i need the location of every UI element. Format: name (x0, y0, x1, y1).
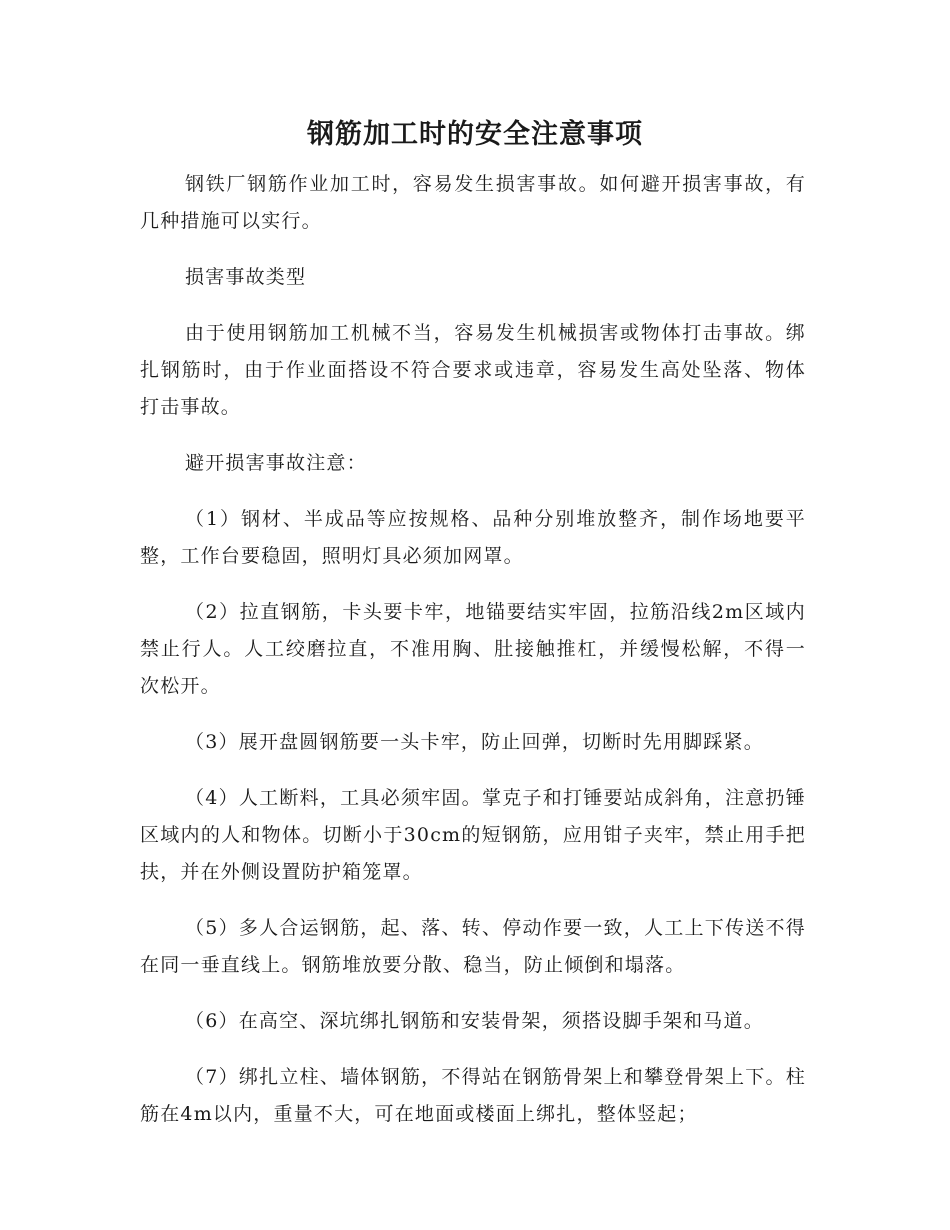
document-body (140, 166, 806, 1152)
paragraph-item-1: （1）钢材、半成品等应按规格、品种分别堆放整齐，制作场地要平整，工作台要稳固，照明灯具必须加网罩。 (140, 508, 806, 567)
paragraph-accident-causes: 由于使用钢筋加工机械不当，容易发生机械损害或物体打击事故。绑扎钢筋时，由于作业面搭设不符合要求或违章，容易发生高处坠落、物体打击事故。 (140, 322, 806, 418)
paragraph-item-3: （3）展开盘圆钢筋要一头卡牢，防止回弹，切断时先用脚踩紧。 (185, 731, 764, 753)
paragraph-heading-accident-types: 损害事故类型 (185, 266, 307, 288)
paragraph-item-2: （2）拉直钢筋，卡头要卡牢，地锚要结实牢固，拉筋沿线2m区域内禁止行人。人工绞磨拉直，不准用胸、肚接触推杠，并缓慢松解，不得一次松开。 (140, 601, 806, 697)
paragraph-item-7: （7）绑扎立柱、墙体钢筋，不得站在钢筋骨架上和攀登骨架上下。柱筋在4m以内，重量不大，可在地面或楼面上绑扎，整体竖起； (140, 1066, 806, 1125)
paragraph-item-4: （4）人工断料，工具必须牢固。掌克子和打锤要站成斜角，注意扔锤区域内的人和物体。切断小于30cm的短钢筋，应用钳子夹牢，禁止用手把扶，并在外侧设置防护箱笼罩。 (140, 787, 806, 883)
paragraph-item-6: （6）在高空、深坑绑扎钢筋和安装骨架，须搭设脚手架和马道。 (185, 1010, 764, 1032)
document-title: 钢筋加工时的安全注意事项 (307, 119, 643, 150)
paragraph-item-5: （5）多人合运钢筋，起、落、转、停动作要一致，人工上下传送不得在同一垂直线上。钢筋堆放要分散、稳当，防止倾倒和塌落。 (140, 917, 806, 976)
paragraph-heading-precautions: 避开损害事故注意： (185, 452, 367, 474)
paragraph-intro: 钢铁厂钢筋作业加工时，容易发生损害事故。如何避开损害事故，有几种措施可以实行。 (140, 173, 806, 232)
